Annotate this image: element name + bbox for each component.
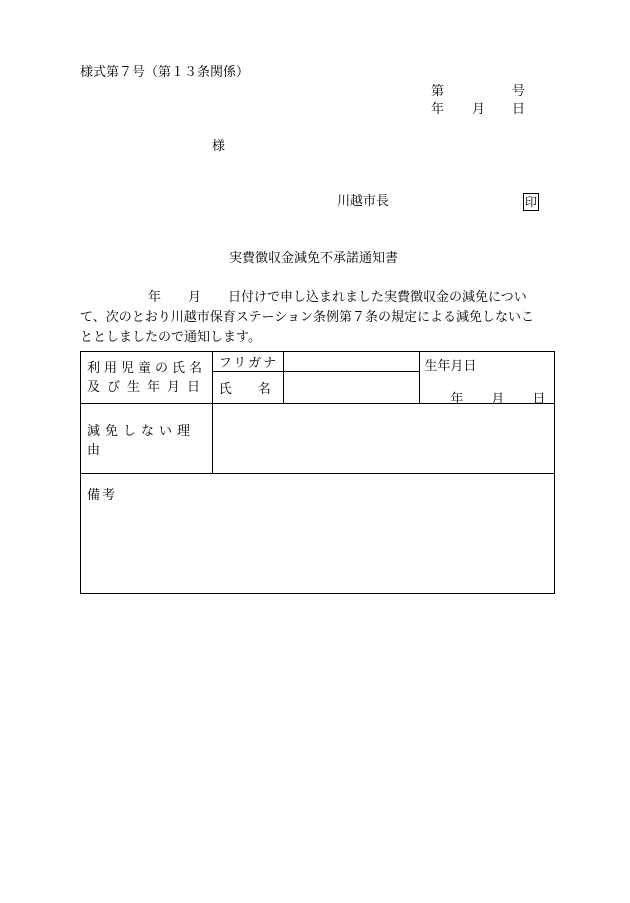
furigana-label: フリガナ: [212, 352, 283, 372]
name-field[interactable]: [283, 372, 420, 404]
document-title: 実費徴収金減免不承諾通知書: [229, 251, 399, 266]
birth-year-label: 年: [450, 392, 464, 407]
notice-table: [80, 351, 555, 594]
document-number-suffix: 号: [512, 84, 526, 99]
furigana-field[interactable]: [283, 352, 420, 372]
remarks-label: 備考: [87, 488, 118, 503]
form-number: 様式第７号（第１３条関係）: [80, 65, 250, 80]
document-number-prefix: 第: [431, 84, 445, 99]
birth-month-label: 月: [491, 392, 505, 407]
child-name-label-line1: 利用児童の氏名: [87, 360, 207, 376]
seal-mark: 印: [524, 195, 537, 209]
date-year-label: 年: [431, 102, 445, 117]
remarks-field[interactable]: [81, 474, 555, 594]
addressee-honorific: 様: [212, 139, 226, 154]
birthdate-label: 生年月日: [424, 359, 477, 374]
notice-month: 月: [188, 290, 202, 305]
child-name-label-line2: 及び生年月日: [87, 379, 208, 395]
birth-day-label: 日: [532, 392, 546, 407]
date-month-label: 月: [472, 102, 486, 117]
notice-line-1-rest: 日付けで申し込まれました実費徴収金の減免につい: [228, 290, 527, 305]
name-label: 氏 名: [212, 372, 283, 404]
birthdate-cell[interactable]: [420, 352, 555, 407]
reason-label: 減免しない理由: [81, 404, 213, 474]
notice-line-3: ととしましたので通知します。: [80, 330, 261, 345]
reason-field[interactable]: [212, 404, 554, 474]
notice-line-1: [80, 288, 560, 308]
notice-line-2: て、次のとおり川越市保育ステーション条例第７条の規定による減免しないこ: [80, 310, 534, 325]
notice-body: [80, 288, 560, 348]
date-day-label: 日: [512, 102, 526, 117]
issuer-name: 川越市長: [337, 194, 390, 209]
notice-year: 年: [148, 290, 162, 305]
child-name-label: [81, 352, 213, 404]
